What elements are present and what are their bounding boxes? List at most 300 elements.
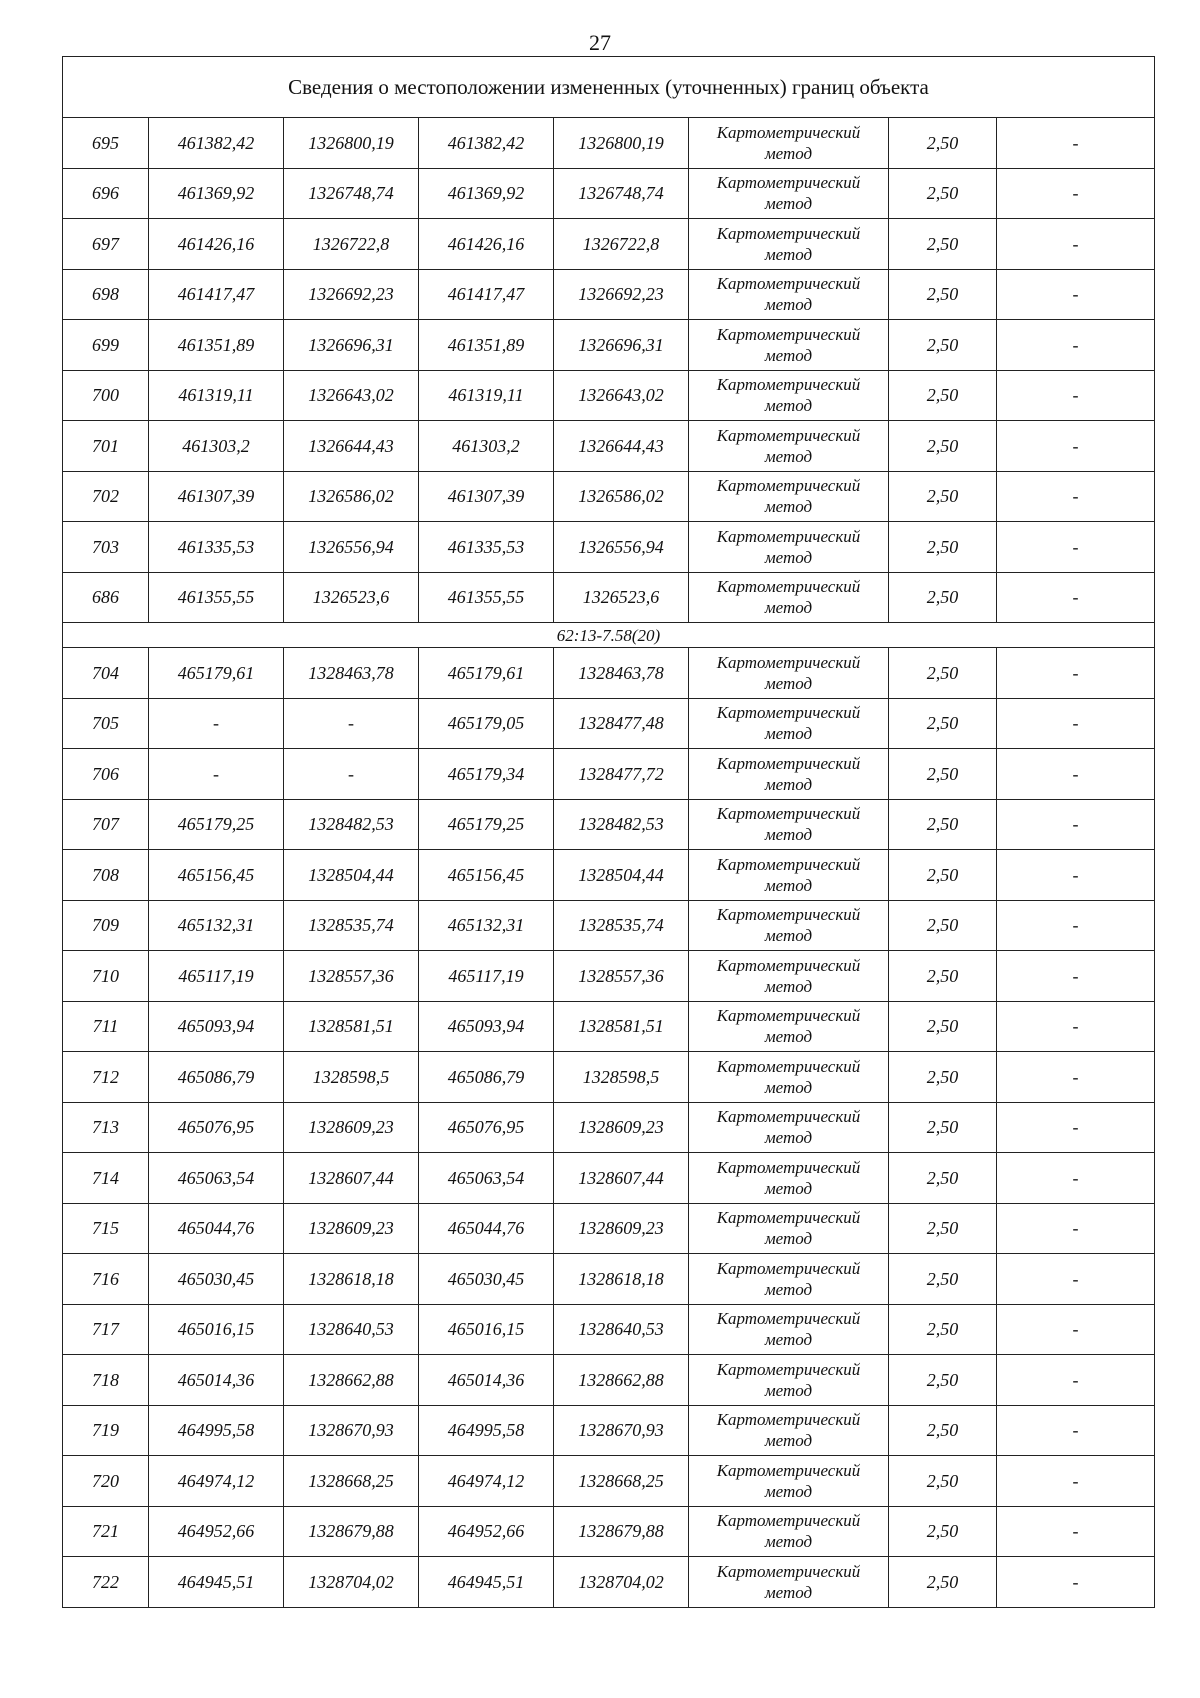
refined-x-cell: 465044,76 (419, 1203, 554, 1254)
table-row (63, 1405, 1155, 1456)
method-cell (689, 1405, 889, 1456)
table-row (63, 471, 1155, 522)
point-number-cell: 702 (63, 471, 149, 522)
existing-x-cell: 465076,95 (149, 1102, 284, 1153)
accuracy-cell: 2,50 (889, 370, 997, 421)
refined-y-cell: 1328640,53 (554, 1304, 689, 1355)
point-number-cell: 705 (63, 698, 149, 749)
method-cell (689, 421, 889, 472)
page-number: 27 (589, 30, 611, 55)
table-row (63, 850, 1155, 901)
description-cell: - (997, 1355, 1155, 1406)
refined-x-cell: 465179,34 (419, 749, 554, 800)
accuracy-cell: 2,50 (889, 471, 997, 522)
accuracy-cell: 2,50 (889, 749, 997, 800)
point-number-cell: 709 (63, 900, 149, 951)
point-number-cell: 719 (63, 1405, 149, 1456)
method-line-1: Картометрический (716, 425, 861, 445)
existing-x-cell: 465117,19 (149, 951, 284, 1002)
method-line-2: метод (764, 1481, 813, 1501)
existing-x-cell: 465093,94 (149, 1001, 284, 1052)
existing-x-cell: 465156,45 (149, 850, 284, 901)
refined-x-cell: 461382,42 (419, 118, 554, 169)
existing-x-cell: 461426,16 (149, 219, 284, 270)
method-cell (689, 799, 889, 850)
method-line-2: метод (764, 774, 813, 794)
accuracy-cell: 2,50 (889, 1052, 997, 1103)
method-line-2: метод (764, 1178, 813, 1198)
method-line-1: Картометрический (716, 703, 861, 723)
refined-x-cell: 461355,55 (419, 572, 554, 623)
description-cell: - (997, 370, 1155, 421)
method-line-2: метод (764, 875, 813, 895)
description-cell: - (997, 522, 1155, 573)
accuracy-cell: 2,50 (889, 1405, 997, 1456)
method-line-1: Картометрический (716, 804, 861, 824)
method-line-2: метод (764, 598, 813, 618)
method-cell (689, 1001, 889, 1052)
point-number-cell: 721 (63, 1506, 149, 1557)
method-line-1: Картометрический (716, 1359, 861, 1379)
existing-y-cell: 1328535,74 (284, 900, 419, 951)
point-number-cell: 717 (63, 1304, 149, 1355)
refined-x-cell: 464974,12 (419, 1456, 554, 1507)
method-cell (689, 1557, 889, 1608)
method-cell (689, 572, 889, 623)
existing-y-cell: 1328482,53 (284, 799, 419, 850)
refined-x-cell: 461319,11 (419, 370, 554, 421)
method-cell (689, 370, 889, 421)
refined-y-cell: 1326644,43 (554, 421, 689, 472)
method-cell (689, 850, 889, 901)
description-cell: - (997, 799, 1155, 850)
existing-x-cell: 465030,45 (149, 1254, 284, 1305)
existing-x-cell: 465014,36 (149, 1355, 284, 1406)
description-cell: - (997, 1203, 1155, 1254)
accuracy-cell: 2,50 (889, 1355, 997, 1406)
table-row (63, 951, 1155, 1002)
refined-x-cell: 465030,45 (419, 1254, 554, 1305)
table-row (63, 698, 1155, 749)
method-line-2: метод (764, 345, 813, 365)
accuracy-cell: 2,50 (889, 1102, 997, 1153)
method-line-2: метод (764, 825, 813, 845)
existing-y-cell: 1326722,8 (284, 219, 419, 270)
accuracy-cell: 2,50 (889, 118, 997, 169)
existing-x-cell: 465016,15 (149, 1304, 284, 1355)
refined-x-cell: 461307,39 (419, 471, 554, 522)
refined-x-cell: 461351,89 (419, 320, 554, 371)
existing-y-cell: 1328704,02 (284, 1557, 419, 1608)
point-number-cell: 715 (63, 1203, 149, 1254)
method-cell (689, 1203, 889, 1254)
existing-x-cell: 465044,76 (149, 1203, 284, 1254)
table-row (63, 1203, 1155, 1254)
refined-x-cell: 465076,95 (419, 1102, 554, 1153)
existing-x-cell: 464945,51 (149, 1557, 284, 1608)
method-line-2: метод (764, 244, 813, 264)
table-row (63, 522, 1155, 573)
method-line-1: Картометрический (716, 652, 861, 672)
method-line-2: метод (764, 446, 813, 466)
accuracy-cell: 2,50 (889, 1304, 997, 1355)
method-cell (689, 320, 889, 371)
point-number-cell: 716 (63, 1254, 149, 1305)
method-line-1: Картометрический (716, 1410, 861, 1430)
existing-x-cell: 461369,92 (149, 168, 284, 219)
table-row (63, 572, 1155, 623)
refined-x-cell: 465179,05 (419, 698, 554, 749)
existing-x-cell: 465086,79 (149, 1052, 284, 1103)
refined-y-cell: 1328618,18 (554, 1254, 689, 1305)
method-cell (689, 269, 889, 320)
refined-y-cell: 1326643,02 (554, 370, 689, 421)
table-row (63, 370, 1155, 421)
method-cell (689, 1052, 889, 1103)
refined-x-cell: 465179,25 (419, 799, 554, 850)
point-number-cell: 713 (63, 1102, 149, 1153)
accuracy-cell: 2,50 (889, 1557, 997, 1608)
method-line-1: Картометрический (716, 753, 861, 773)
method-cell (689, 219, 889, 270)
method-line-2: метод (764, 295, 813, 315)
table-row (63, 320, 1155, 371)
table-row (63, 1506, 1155, 1557)
existing-y-cell: 1328679,88 (284, 1506, 419, 1557)
existing-x-cell: - (149, 698, 284, 749)
method-line-2: метод (764, 1229, 813, 1249)
description-cell: - (997, 219, 1155, 270)
description-cell: - (997, 320, 1155, 371)
point-number-cell: 711 (63, 1001, 149, 1052)
table-row (63, 168, 1155, 219)
point-number-cell: 704 (63, 648, 149, 699)
accuracy-cell: 2,50 (889, 522, 997, 573)
table-row (63, 1557, 1155, 1608)
existing-x-cell: 465063,54 (149, 1153, 284, 1204)
point-number-cell: 707 (63, 799, 149, 850)
method-cell (689, 1506, 889, 1557)
method-cell (689, 118, 889, 169)
table-row (63, 648, 1155, 699)
table-row (63, 219, 1155, 270)
existing-x-cell: - (149, 749, 284, 800)
method-line-1: Картометрический (716, 1309, 861, 1329)
method-line-2: метод (764, 976, 813, 996)
existing-x-cell: 464952,66 (149, 1506, 284, 1557)
point-number-cell: 695 (63, 118, 149, 169)
method-line-2: метод (764, 143, 813, 163)
method-cell (689, 471, 889, 522)
refined-y-cell: 1328679,88 (554, 1506, 689, 1557)
existing-y-cell: 1328640,53 (284, 1304, 419, 1355)
table-title-row (63, 57, 1155, 118)
description-cell: - (997, 471, 1155, 522)
table-row (63, 1355, 1155, 1406)
existing-x-cell: 465179,25 (149, 799, 284, 850)
point-number-cell: 706 (63, 749, 149, 800)
refined-y-cell: 1328477,72 (554, 749, 689, 800)
method-cell (689, 1153, 889, 1204)
accuracy-cell: 2,50 (889, 951, 997, 1002)
method-line-1: Картометрический (716, 526, 861, 546)
method-cell (689, 1102, 889, 1153)
refined-x-cell: 465014,36 (419, 1355, 554, 1406)
accuracy-cell: 2,50 (889, 1203, 997, 1254)
point-number-cell: 722 (63, 1557, 149, 1608)
accuracy-cell: 2,50 (889, 1254, 997, 1305)
refined-x-cell: 465016,15 (419, 1304, 554, 1355)
table-row (63, 1254, 1155, 1305)
method-cell (689, 522, 889, 573)
existing-x-cell: 461335,53 (149, 522, 284, 573)
existing-y-cell: 1326643,02 (284, 370, 419, 421)
refined-y-cell: 1328463,78 (554, 648, 689, 699)
table-row (63, 1304, 1155, 1355)
existing-x-cell: 465132,31 (149, 900, 284, 951)
table-row (63, 1052, 1155, 1103)
existing-y-cell: 1328463,78 (284, 648, 419, 699)
table-row (63, 421, 1155, 472)
point-number-cell: 701 (63, 421, 149, 472)
existing-x-cell: 461382,42 (149, 118, 284, 169)
method-line-1: Картометрический (716, 1056, 861, 1076)
accuracy-cell: 2,50 (889, 648, 997, 699)
description-cell: - (997, 951, 1155, 1002)
method-cell (689, 168, 889, 219)
existing-x-cell: 461319,11 (149, 370, 284, 421)
method-line-1: Картометрический (716, 375, 861, 395)
method-line-1: Картометрический (716, 1460, 861, 1480)
refined-y-cell: 1326692,23 (554, 269, 689, 320)
refined-y-cell: 1326696,31 (554, 320, 689, 371)
existing-y-cell: 1326800,19 (284, 118, 419, 169)
existing-y-cell: 1328670,93 (284, 1405, 419, 1456)
method-line-2: метод (764, 194, 813, 214)
refined-x-cell: 461335,53 (419, 522, 554, 573)
existing-y-cell: 1328609,23 (284, 1203, 419, 1254)
method-cell (689, 698, 889, 749)
existing-x-cell: 461303,2 (149, 421, 284, 472)
method-cell (689, 1456, 889, 1507)
table-row (63, 900, 1155, 951)
refined-x-cell: 465117,19 (419, 951, 554, 1002)
table-row (63, 749, 1155, 800)
description-cell: - (997, 698, 1155, 749)
accuracy-cell: 2,50 (889, 572, 997, 623)
method-line-1: Картометрический (716, 1107, 861, 1127)
refined-y-cell: 1328662,88 (554, 1355, 689, 1406)
method-line-2: метод (764, 1077, 813, 1097)
existing-y-cell: 1328557,36 (284, 951, 419, 1002)
method-line-2: метод (764, 1279, 813, 1299)
table-row (63, 1153, 1155, 1204)
accuracy-cell: 2,50 (889, 799, 997, 850)
table-row (63, 1456, 1155, 1507)
refined-x-cell: 461426,16 (419, 219, 554, 270)
existing-y-cell: 1326523,6 (284, 572, 419, 623)
method-line-2: метод (764, 1128, 813, 1148)
table-row (63, 1102, 1155, 1153)
method-line-1: Картометрический (716, 1157, 861, 1177)
point-number-cell: 697 (63, 219, 149, 270)
description-cell: - (997, 1506, 1155, 1557)
point-number-cell: 696 (63, 168, 149, 219)
point-number-cell: 708 (63, 850, 149, 901)
existing-y-cell: 1328581,51 (284, 1001, 419, 1052)
table-row (63, 1001, 1155, 1052)
accuracy-cell: 2,50 (889, 320, 997, 371)
method-line-2: метод (764, 547, 813, 567)
method-line-1: Картометрический (716, 223, 861, 243)
refined-y-cell: 1328609,23 (554, 1203, 689, 1254)
description-cell: - (997, 168, 1155, 219)
point-number-cell: 712 (63, 1052, 149, 1103)
method-cell (689, 1254, 889, 1305)
method-line-1: Картометрический (716, 854, 861, 874)
refined-x-cell: 461303,2 (419, 421, 554, 472)
method-line-2: метод (764, 673, 813, 693)
existing-y-cell: 1326692,23 (284, 269, 419, 320)
section-row (63, 623, 1155, 648)
method-cell (689, 951, 889, 1002)
refined-x-cell: 465063,54 (419, 1153, 554, 1204)
refined-y-cell: 1328504,44 (554, 850, 689, 901)
accuracy-cell: 2,50 (889, 1506, 997, 1557)
existing-y-cell: 1328609,23 (284, 1102, 419, 1153)
refined-y-cell: 1328482,53 (554, 799, 689, 850)
boundary-table (62, 56, 1155, 1608)
existing-y-cell: 1328618,18 (284, 1254, 419, 1305)
existing-y-cell: 1326644,43 (284, 421, 419, 472)
method-line-1: Картометрический (716, 1006, 861, 1026)
section-label: 62:13-7.58(20) (63, 623, 1155, 648)
refined-y-cell: 1328670,93 (554, 1405, 689, 1456)
existing-x-cell: 461417,47 (149, 269, 284, 320)
point-number-cell: 703 (63, 522, 149, 573)
point-number-cell: 700 (63, 370, 149, 421)
existing-y-cell: 1326748,74 (284, 168, 419, 219)
refined-y-cell: 1326586,02 (554, 471, 689, 522)
accuracy-cell: 2,50 (889, 698, 997, 749)
accuracy-cell: 2,50 (889, 1001, 997, 1052)
method-line-2: метод (764, 1582, 813, 1602)
existing-y-cell: 1328668,25 (284, 1456, 419, 1507)
description-cell: - (997, 900, 1155, 951)
method-line-2: метод (764, 396, 813, 416)
refined-y-cell: 1328668,25 (554, 1456, 689, 1507)
existing-x-cell: 465179,61 (149, 648, 284, 699)
accuracy-cell: 2,50 (889, 1153, 997, 1204)
table-title: Сведения о местоположении измененных (уточненных) границ объекта (63, 57, 1155, 118)
method-cell (689, 749, 889, 800)
method-line-1: Картометрический (716, 1208, 861, 1228)
description-cell: - (997, 1405, 1155, 1456)
refined-y-cell: 1328535,74 (554, 900, 689, 951)
method-line-1: Картометрический (716, 476, 861, 496)
point-number-cell: 718 (63, 1355, 149, 1406)
method-cell (689, 1304, 889, 1355)
refined-x-cell: 465156,45 (419, 850, 554, 901)
method-line-1: Картометрический (716, 324, 861, 344)
method-line-2: метод (764, 724, 813, 744)
description-cell: - (997, 269, 1155, 320)
method-line-1: Картометрический (716, 577, 861, 597)
description-cell: - (997, 1456, 1155, 1507)
existing-y-cell: 1326556,94 (284, 522, 419, 573)
description-cell: - (997, 1102, 1155, 1153)
refined-y-cell: 1328477,48 (554, 698, 689, 749)
existing-x-cell: 461351,89 (149, 320, 284, 371)
method-line-2: метод (764, 1027, 813, 1047)
existing-y-cell: 1326586,02 (284, 471, 419, 522)
method-line-2: метод (764, 497, 813, 517)
accuracy-cell: 2,50 (889, 900, 997, 951)
method-line-1: Картометрический (716, 1561, 861, 1581)
refined-x-cell: 464952,66 (419, 1506, 554, 1557)
existing-y-cell: 1328598,5 (284, 1052, 419, 1103)
refined-y-cell: 1326523,6 (554, 572, 689, 623)
refined-y-cell: 1328581,51 (554, 1001, 689, 1052)
method-line-2: метод (764, 1532, 813, 1552)
method-cell (689, 1355, 889, 1406)
description-cell: - (997, 850, 1155, 901)
method-cell (689, 648, 889, 699)
method-line-2: метод (764, 1380, 813, 1400)
point-number-cell: 710 (63, 951, 149, 1002)
method-line-1: Картометрический (716, 1258, 861, 1278)
refined-x-cell: 465132,31 (419, 900, 554, 951)
refined-y-cell: 1326748,74 (554, 168, 689, 219)
existing-x-cell: 464974,12 (149, 1456, 284, 1507)
refined-y-cell: 1326556,94 (554, 522, 689, 573)
refined-y-cell: 1328609,23 (554, 1102, 689, 1153)
accuracy-cell: 2,50 (889, 1456, 997, 1507)
accuracy-cell: 2,50 (889, 219, 997, 270)
point-number-cell: 686 (63, 572, 149, 623)
point-number-cell: 714 (63, 1153, 149, 1204)
existing-x-cell: 461355,55 (149, 572, 284, 623)
refined-y-cell: 1328607,44 (554, 1153, 689, 1204)
method-line-1: Картометрический (716, 173, 861, 193)
method-line-1: Картометрический (716, 1511, 861, 1531)
table-row (63, 269, 1155, 320)
method-line-2: метод (764, 1431, 813, 1451)
existing-y-cell: 1328662,88 (284, 1355, 419, 1406)
method-line-1: Картометрический (716, 122, 861, 142)
method-line-1: Картометрический (716, 905, 861, 925)
method-cell (689, 900, 889, 951)
refined-x-cell: 464945,51 (419, 1557, 554, 1608)
method-line-1: Картометрический (716, 955, 861, 975)
refined-x-cell: 461369,92 (419, 168, 554, 219)
description-cell: - (997, 1001, 1155, 1052)
description-cell: - (997, 1304, 1155, 1355)
accuracy-cell: 2,50 (889, 269, 997, 320)
refined-y-cell: 1326800,19 (554, 118, 689, 169)
method-line-1: Картометрический (716, 274, 861, 294)
refined-x-cell: 461417,47 (419, 269, 554, 320)
point-number-cell: 698 (63, 269, 149, 320)
refined-x-cell: 464995,58 (419, 1405, 554, 1456)
refined-x-cell: 465179,61 (419, 648, 554, 699)
existing-y-cell: 1328504,44 (284, 850, 419, 901)
method-line-2: метод (764, 926, 813, 946)
existing-y-cell: - (284, 698, 419, 749)
table-row (63, 799, 1155, 850)
description-cell: - (997, 1254, 1155, 1305)
accuracy-cell: 2,50 (889, 850, 997, 901)
